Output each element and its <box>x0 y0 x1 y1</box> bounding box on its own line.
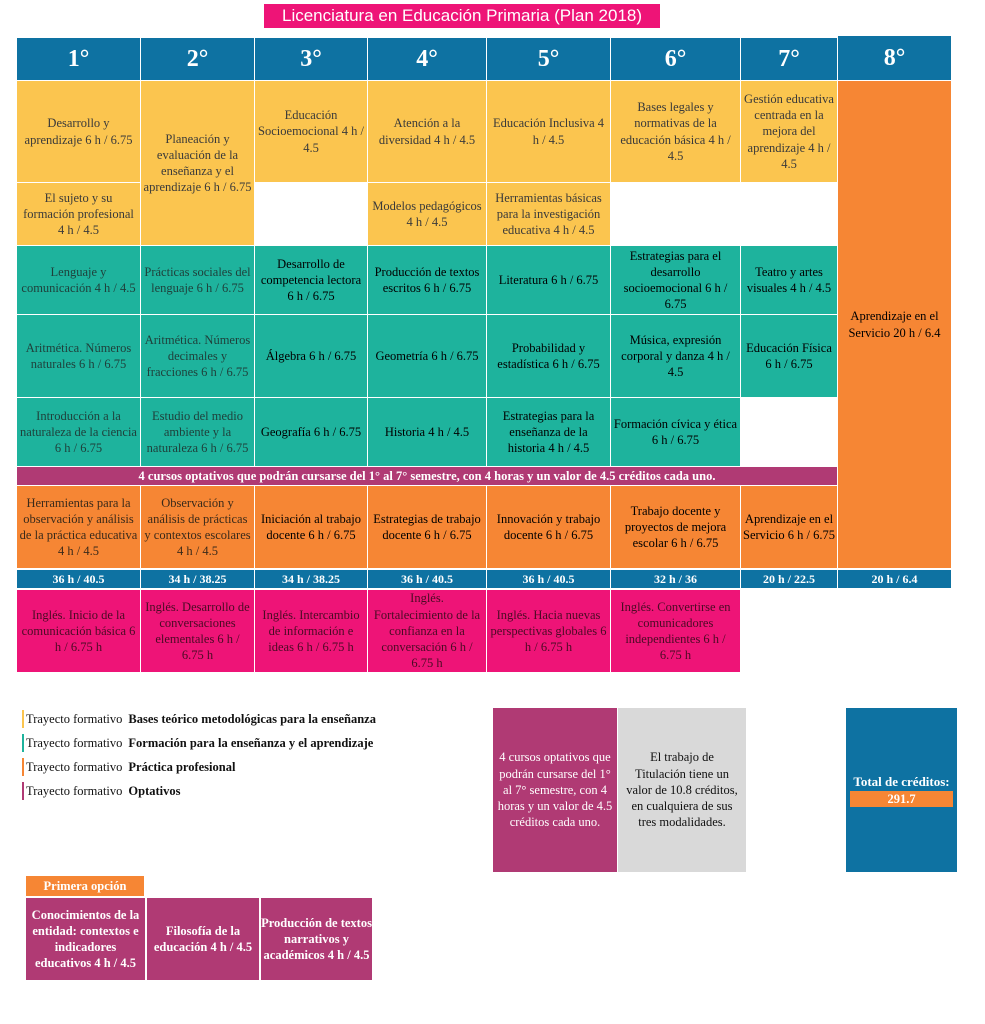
semester-header-4: 4° <box>368 38 486 80</box>
course-ingles-6: Inglés. Convertirse en comunicadores independientes 6 h / 6.75 h <box>611 590 740 672</box>
semester-header-1: 1° <box>17 38 140 80</box>
course-herramientas-investigacion: Herramientas básicas para la investigación educativa 4 h / 4.5 <box>487 183 610 245</box>
course-gestion-educativa: Gestión educativa centrada en la mejora del aprendizaje 4 h / 4.5 <box>741 81 837 182</box>
course-aprendizaje-servicio-8: Aprendizaje en el Servicio 20 h / 6.4 <box>838 81 951 568</box>
legend-label: Formación para la enseñanza y el aprendizaje <box>128 735 374 750</box>
course-produccion-textos: Producción de textos escritos 6 h / 6.75 <box>368 246 486 314</box>
course-historia: Historia 4 h / 4.5 <box>368 398 486 466</box>
legend-prefix: Trayecto formativo <box>26 735 123 750</box>
semester-total-6: 32 h / 36 <box>611 570 740 588</box>
legend-item-bases <box>22 710 442 728</box>
legend-prefix: Trayecto formativo <box>26 783 123 798</box>
course-desarrollo-aprendizaje: Desarrollo y aprendizaje 6 h / 6.75 <box>17 81 140 182</box>
course-ensenanza-historia: Estrategias para la enseñanza de la historia 4 h / 4.5 <box>487 398 610 466</box>
semester-header-8: 8° <box>838 36 951 80</box>
course-herramientas-observacion: Herramientas para la observación y análisis de la práctica educativa 4 h / 4.5 <box>17 486 140 568</box>
total-creditos-label: Total de créditos: <box>853 774 950 789</box>
semester-total-5: 36 h / 40.5 <box>487 570 610 588</box>
course-atencion-diversidad: Atención a la diversidad 4 h / 4.5 <box>368 81 486 182</box>
course-competencia-lectora: Desarrollo de competencia lectora 6 h / 6.75 <box>255 246 367 314</box>
optativos-info-box: 4 cursos optativos que podrán cursarse del 1° al 7° semestre, con 4 horas y un valor de 4.5 créditos cada uno. <box>493 708 617 872</box>
course-aritmetica-naturales: Aritmética. Números naturales 6 h / 6.75 <box>17 315 140 397</box>
course-musica-danza: Música, expresión corporal y danza 4 h / 4.5 <box>611 315 740 397</box>
semester-header-2: 2° <box>141 38 254 80</box>
course-observacion-analisis: Observación y análisis de prácticas y contextos escolares 4 h / 4.5 <box>141 486 254 568</box>
course-probabilidad: Probabilidad y estadística 6 h / 6.75 <box>487 315 610 397</box>
course-estudio-medio: Estudio del medio ambiente y la naturaleza 6 h / 6.75 <box>141 398 254 466</box>
course-algebra: Álgebra 6 h / 6.75 <box>255 315 367 397</box>
course-ingles-2: Inglés. Desarrollo de conversaciones elementales 6 h / 6.75 h <box>141 590 254 672</box>
course-teatro-artes: Teatro y artes visuales 4 h / 4.5 <box>741 246 837 314</box>
semester-header-7: 7° <box>741 38 837 80</box>
course-estrategias-trabajo: Estrategias de trabajo docente 6 h / 6.75 <box>368 486 486 568</box>
course-planeacion-evaluacion: Planeación y evaluación de la enseñanza y el aprendizaje 6 h / 6.75 <box>141 81 254 245</box>
course-bases-legales: Bases legales y normativas de la educación básica 4 h / 4.5 <box>611 81 740 182</box>
course-trabajo-proyectos: Trabajo docente y proyectos de mejora escolar 6 h / 6.75 <box>611 486 740 568</box>
course-practicas-sociales-lenguaje: Prácticas sociales del lenguaje 6 h / 6.75 <box>141 246 254 314</box>
course-naturaleza-ciencia: Introducción a la naturaleza de la ciencia 6 h / 6.75 <box>17 398 140 466</box>
semester-total-2: 34 h / 38.25 <box>141 570 254 588</box>
legend-label: Práctica profesional <box>128 759 236 774</box>
titulacion-info-box: El trabajo de Titulación tiene un valor de 10.8 créditos, en cualquiera de sus tres modalidades. <box>618 708 746 872</box>
legend-item-practica <box>22 758 442 776</box>
course-educacion-fisica: Educación Física 6 h / 6.75 <box>741 315 837 397</box>
primera-opcion-label: Primera opción <box>26 876 144 896</box>
course-formacion-civica: Formación cívica y ética 6 h / 6.75 <box>611 398 740 466</box>
course-estrategias-socioemocional: Estrategias para el desarrollo socioemocional 6 h / 6.75 <box>611 246 740 314</box>
semester-header-5: 5° <box>487 38 610 80</box>
legend-item-formacion <box>22 734 442 752</box>
total-creditos-box <box>846 708 957 872</box>
course-geografia: Geografía 6 h / 6.75 <box>255 398 367 466</box>
semester-header-6: 6° <box>611 38 740 80</box>
course-innovacion-trabajo: Innovación y trabajo docente 6 h / 6.75 <box>487 486 610 568</box>
optativo-course-filosofia: Filosofía de la educación 4 h / 4.5 <box>147 898 259 980</box>
semester-header-3: 3° <box>255 38 367 80</box>
optativo-course-conocimientos: Conocimientos de la entidad: contextos e indicadores educativos 4 h / 4.5 <box>26 898 145 980</box>
course-literatura: Literatura 6 h / 6.75 <box>487 246 610 314</box>
semester-total-1: 36 h / 40.5 <box>17 570 140 588</box>
legend-item-optativos <box>22 782 442 800</box>
legend-prefix: Trayecto formativo <box>26 759 123 774</box>
semester-total-8: 20 h / 6.4 <box>838 570 951 588</box>
course-aritmetica-decimales: Aritmética. Números decimales y fracciones 6 h / 6.75 <box>141 315 254 397</box>
semester-total-3: 34 h / 38.25 <box>255 570 367 588</box>
course-aprendizaje-servicio-7: Aprendizaje en el Servicio 6 h / 6.75 <box>741 486 837 568</box>
legend-label: Bases teórico metodológicas para la enseñanza <box>128 711 376 726</box>
course-modelos-pedagogicos: Modelos pedagógicos 4 h / 4.5 <box>368 183 486 245</box>
legend-label: Optativos <box>128 783 181 798</box>
course-educacion-socioemocional: Educación Socioemocional 4 h / 4.5 <box>255 81 367 182</box>
semester-total-7: 20 h / 22.5 <box>741 570 837 588</box>
course-lenguaje-comunicacion: Lenguaje y comunicación 4 h / 4.5 <box>17 246 140 314</box>
course-educacion-inclusiva: Educación Inclusiva 4 h / 4.5 <box>487 81 610 182</box>
course-ingles-5: Inglés. Hacia nuevas perspectivas globales 6 h / 6.75 h <box>487 590 610 672</box>
optativos-band: 4 cursos optativos que podrán cursarse del 1° al 7° semestre, con 4 horas y un valor de 4.5 créditos cada uno. <box>17 467 837 485</box>
total-creditos-value: 291.7 <box>850 791 953 807</box>
course-ingles-3: Inglés. Intercambio de información e ideas 6 h / 6.75 h <box>255 590 367 672</box>
legend-prefix: Trayecto formativo <box>26 711 123 726</box>
page-title: Licenciatura en Educación Primaria (Plan 2018) <box>264 4 660 28</box>
semester-total-4: 36 h / 40.5 <box>368 570 486 588</box>
course-iniciacion-trabajo: Iniciación al trabajo docente 6 h / 6.75 <box>255 486 367 568</box>
course-ingles-4: Inglés. Fortalecimiento de la confianza en la conversación 6 h / 6.75 h <box>368 590 486 672</box>
optativo-course-produccion: Producción de textos narrativos y académicos 4 h / 4.5 <box>261 898 372 980</box>
course-sujeto-formacion: El sujeto y su formación profesional 4 h / 4.5 <box>17 183 140 245</box>
course-geometria: Geometría 6 h / 6.75 <box>368 315 486 397</box>
course-ingles-1: Inglés. Inicio de la comunicación básica 6 h / 6.75 h <box>17 590 140 672</box>
